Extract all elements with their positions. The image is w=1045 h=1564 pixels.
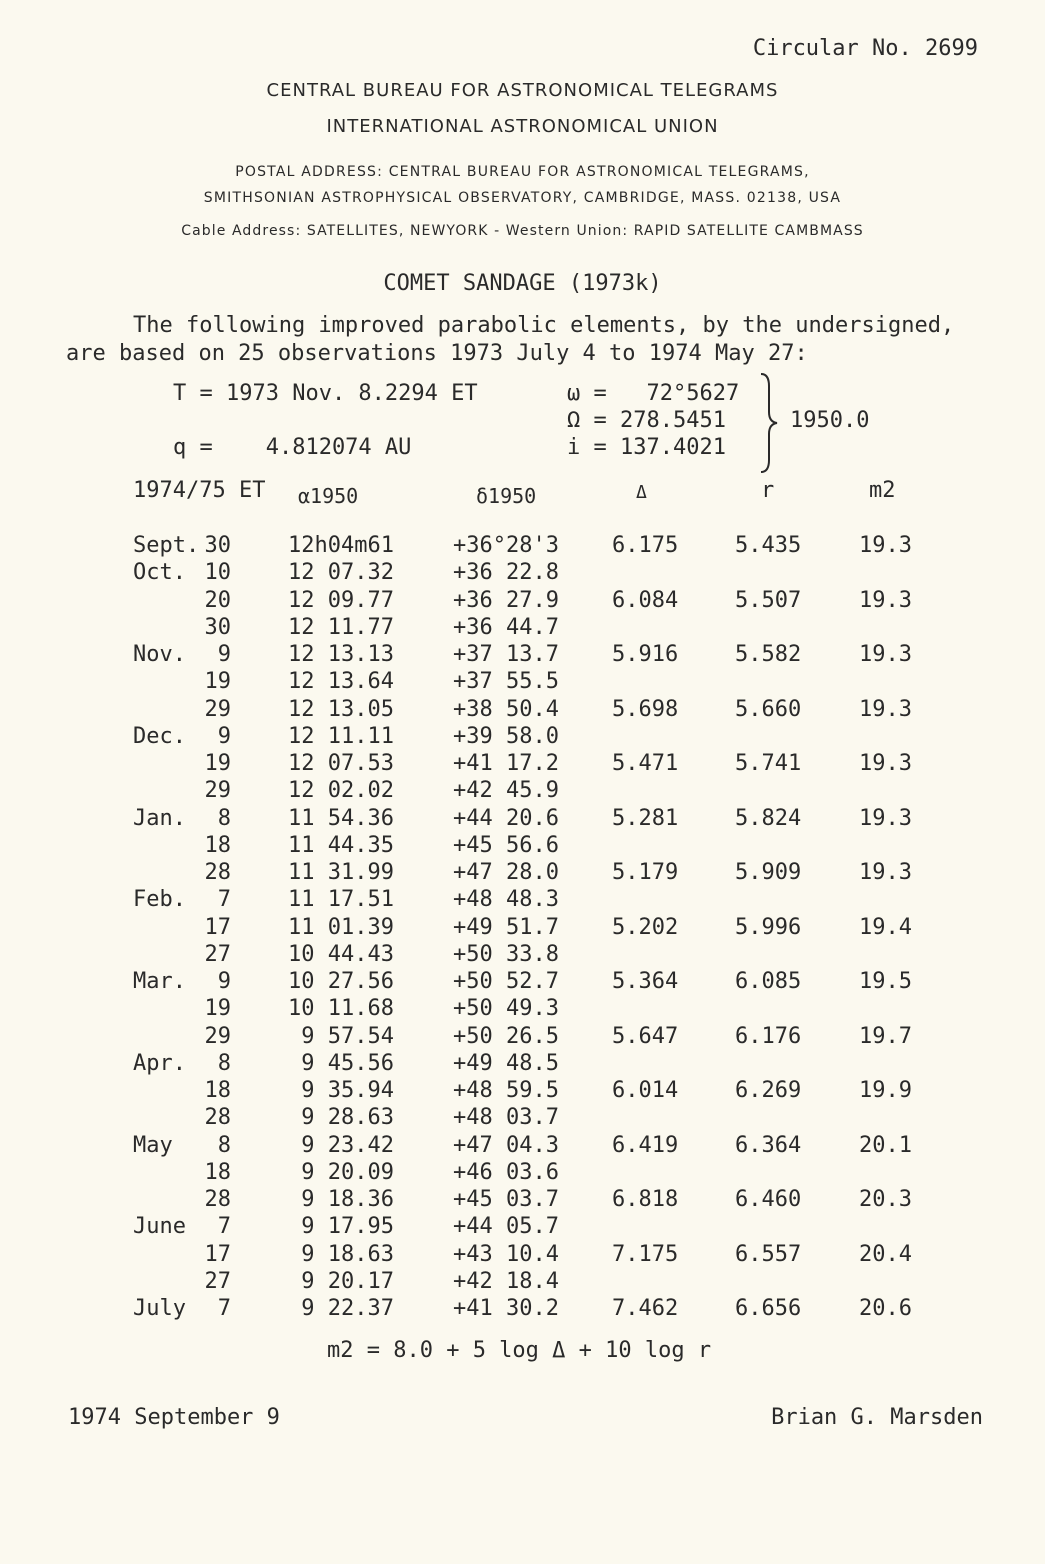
row-dec: +36°28'3: [453, 533, 559, 558]
row-ra: 9 22.37: [301, 1296, 394, 1321]
row-ra: 12 07.32: [288, 560, 394, 586]
row-ra: 9 45.56: [301, 1050, 394, 1076]
row-day: 8: [217, 805, 231, 831]
row-ra: 9 18.63: [301, 1241, 394, 1267]
table-row: [0, 1105, 1045, 1132]
table-row: [0, 615, 1045, 642]
row-ra: 11 01.39: [288, 914, 394, 940]
row-dec: +39 58.0: [453, 723, 559, 749]
row-ra: 12h04m61: [288, 533, 394, 558]
row-dec: +50 26.5: [453, 1023, 559, 1049]
row-day: 28: [204, 860, 231, 885]
row-dec: +50 52.7: [453, 969, 559, 994]
row-day: 10: [204, 560, 231, 586]
row-day: 29: [204, 1023, 231, 1049]
table-row: [0, 860, 1045, 887]
col-header-ra: α1950: [298, 484, 359, 508]
row-mag: 19.3: [859, 805, 912, 831]
col-header-r: r: [761, 478, 775, 503]
row-day: 30: [204, 614, 231, 640]
row-mag: 20.6: [859, 1296, 912, 1321]
row-dec: +38 50.4: [453, 696, 559, 722]
row-month: Apr.: [133, 1050, 186, 1076]
circular-date: 1974 September 9: [68, 1405, 280, 1430]
row-day: 28: [204, 1105, 231, 1131]
table-row: [0, 1024, 1045, 1051]
row-dec: +43 10.4: [453, 1241, 559, 1267]
row-delta: 5.281: [612, 805, 679, 831]
row-dec: +50 49.3: [453, 996, 559, 1022]
row-month: Mar.: [133, 969, 186, 994]
row-ra: 9 18.36: [301, 1187, 394, 1212]
row-day: 29: [204, 696, 231, 722]
row-ra: 9 20.09: [301, 1159, 394, 1185]
row-r: 6.085: [735, 969, 802, 994]
row-month: Oct.: [133, 560, 186, 586]
table-row: [0, 1133, 1045, 1160]
table-row: [0, 969, 1045, 996]
row-day: 19: [204, 996, 231, 1022]
row-day: 9: [217, 642, 231, 667]
equinox: 1950.0: [790, 408, 870, 433]
row-day: 18: [204, 1078, 231, 1103]
row-ra: 11 44.35: [288, 832, 394, 858]
row-dec: +41 30.2: [453, 1296, 559, 1321]
row-mag: 19.3: [859, 860, 912, 885]
table-row: [0, 806, 1045, 833]
row-day: 30: [204, 533, 231, 558]
row-dec: +36 44.7: [453, 614, 559, 640]
row-ra: 12 13.05: [288, 696, 394, 722]
table-row: [0, 1051, 1045, 1078]
row-delta: 5.698: [612, 696, 679, 722]
table-row: [0, 751, 1045, 778]
row-delta: 5.179: [612, 860, 679, 885]
table-row: [0, 1078, 1045, 1105]
brace-icon: [757, 372, 779, 474]
row-dec: +48 03.7: [453, 1105, 559, 1131]
row-month: Jan.: [133, 805, 186, 831]
row-month: May: [133, 1132, 173, 1158]
table-row: [0, 887, 1045, 914]
row-ra: 9 20.17: [301, 1268, 394, 1294]
perihelion-distance: q = 4.812074 AU: [173, 435, 412, 460]
row-mag: 19.7: [859, 1023, 912, 1049]
row-month: Feb.: [133, 887, 186, 913]
row-month: June: [133, 1214, 186, 1240]
row-dec: +42 45.9: [453, 778, 559, 804]
table-row: [0, 833, 1045, 860]
col-header-date: 1974/75 ET: [133, 478, 266, 503]
row-mag: 19.3: [859, 587, 912, 613]
intro-line1: The following improved parabolic elements, by the undersigned,: [133, 313, 955, 338]
magnitude-formula: m2 = 8.0 + 5 log Δ + 10 log r: [327, 1338, 712, 1363]
table-row: [0, 1296, 1045, 1323]
table-row: [0, 778, 1045, 805]
col-header-m2: m2: [869, 478, 896, 503]
row-ra: 9 57.54: [301, 1023, 394, 1049]
row-delta: 7.175: [612, 1241, 679, 1267]
row-dec: +48 59.5: [453, 1078, 559, 1103]
row-r: 6.176: [735, 1023, 802, 1049]
row-day: 7: [217, 1214, 231, 1240]
table-row: [0, 1160, 1045, 1187]
row-delta: 5.364: [612, 969, 679, 994]
row-r: 6.656: [735, 1296, 802, 1321]
table-row: [0, 560, 1045, 587]
row-dec: +47 04.3: [453, 1132, 559, 1158]
row-day: 9: [217, 969, 231, 994]
bureau-title: CENTRAL BUREAU FOR ASTRONOMICAL TELEGRAMS: [266, 80, 779, 101]
row-r: 6.460: [735, 1187, 802, 1212]
row-day: 7: [217, 887, 231, 913]
row-dec: +37 55.5: [453, 669, 559, 695]
row-month: July: [133, 1296, 186, 1321]
row-delta: 5.471: [612, 751, 679, 776]
table-row: [0, 1242, 1045, 1269]
postal-address-line2: SMITHSONIAN ASTROPHYSICAL OBSERVATORY, CAMBRIDGE, MASS. 02138, USA: [203, 190, 842, 206]
table-row: [0, 669, 1045, 696]
row-day: 27: [204, 1268, 231, 1294]
row-day: 20: [204, 587, 231, 613]
row-ra: 11 54.36: [288, 805, 394, 831]
row-day: 27: [204, 941, 231, 967]
row-delta: 6.175: [612, 533, 679, 558]
row-dec: +47 28.0: [453, 860, 559, 885]
row-r: 5.435: [735, 533, 802, 558]
table-row: [0, 1269, 1045, 1296]
row-day: 17: [204, 914, 231, 940]
row-day: 29: [204, 778, 231, 804]
table-row: [0, 996, 1045, 1023]
row-r: 5.741: [735, 751, 802, 776]
row-r: 6.364: [735, 1132, 802, 1158]
row-dec: +49 51.7: [453, 914, 559, 940]
row-r: 5.660: [735, 696, 802, 722]
row-ra: 12 02.02: [288, 778, 394, 804]
row-mag: 20.4: [859, 1241, 912, 1267]
row-dec: +50 33.8: [453, 941, 559, 967]
row-day: 18: [204, 1159, 231, 1185]
row-day: 19: [204, 751, 231, 776]
row-ra: 9 35.94: [301, 1078, 394, 1103]
table-row: [0, 1187, 1045, 1214]
row-delta: 6.419: [612, 1132, 679, 1158]
row-month: Nov.: [133, 642, 186, 667]
row-delta: 6.084: [612, 587, 679, 613]
row-day: 17: [204, 1241, 231, 1267]
table-row: [0, 724, 1045, 751]
table-row: [0, 915, 1045, 942]
row-dec: +46 03.6: [453, 1159, 559, 1185]
row-mag: 19.5: [859, 969, 912, 994]
row-delta: 6.014: [612, 1078, 679, 1103]
row-delta: 6.818: [612, 1187, 679, 1212]
row-day: 8: [217, 1050, 231, 1076]
table-row: [0, 642, 1045, 669]
row-ra: 11 31.99: [288, 860, 394, 885]
row-r: 5.507: [735, 587, 802, 613]
row-r: 6.557: [735, 1241, 802, 1267]
row-mag: 19.3: [859, 696, 912, 722]
row-dec: +36 22.8: [453, 560, 559, 586]
row-mag: 19.3: [859, 751, 912, 776]
row-dec: +45 03.7: [453, 1187, 559, 1212]
row-ra: 11 17.51: [288, 887, 394, 913]
author-name: Brian G. Marsden: [771, 1405, 983, 1430]
row-day: 28: [204, 1187, 231, 1212]
row-ra: 10 27.56: [288, 969, 394, 994]
row-ra: 10 44.43: [288, 941, 394, 967]
row-mag: 20.1: [859, 1132, 912, 1158]
row-delta: 5.916: [612, 642, 679, 667]
row-dec: +37 13.7: [453, 642, 559, 667]
row-day: 18: [204, 832, 231, 858]
table-row: [0, 942, 1045, 969]
union-title: INTERNATIONAL ASTRONOMICAL UNION: [326, 116, 719, 137]
row-dec: +49 48.5: [453, 1050, 559, 1076]
table-row: [0, 533, 1045, 560]
row-ra: 9 17.95: [301, 1214, 394, 1240]
row-day: 7: [217, 1296, 231, 1321]
row-dec: +41 17.2: [453, 751, 559, 776]
row-dec: +44 20.6: [453, 805, 559, 831]
row-ra: 12 13.13: [288, 642, 394, 667]
row-dec: +36 27.9: [453, 587, 559, 613]
ascending-node: Ω = 278.5451: [567, 408, 726, 433]
row-mag: 20.3: [859, 1187, 912, 1212]
inclination: i = 137.4021: [567, 435, 726, 460]
row-dec: +45 56.6: [453, 832, 559, 858]
intro-line2: are based on 25 observations 1973 July 4 to 1974 May 27:: [66, 341, 808, 366]
row-r: 5.909: [735, 860, 802, 885]
argument-of-perihelion: ω = 72°5627: [567, 381, 740, 406]
row-month: Sept.: [133, 533, 200, 558]
row-mag: 19.3: [859, 642, 912, 667]
postal-address-line1: POSTAL ADDRESS: CENTRAL BUREAU FOR ASTRONOMICAL TELEGRAMS,: [235, 164, 810, 180]
row-r: 5.824: [735, 805, 802, 831]
row-ra: 9 23.42: [301, 1132, 394, 1158]
table-row: [0, 697, 1045, 724]
row-ra: 12 13.64: [288, 669, 394, 695]
row-delta: 5.202: [612, 914, 679, 940]
comet-title: COMET SANDAGE (1973k): [383, 271, 662, 296]
row-dec: +44 05.7: [453, 1214, 559, 1240]
col-header-delta: Δ: [636, 482, 647, 503]
perihelion-time: T = 1973 Nov. 8.2294 ET: [173, 381, 478, 406]
row-day: 8: [217, 1132, 231, 1158]
cable-address: Cable Address: SATELLITES, NEWYORK - Western Union: RAPID SATELLITE CAMBMASS: [181, 223, 864, 239]
row-ra: 12 07.53: [288, 751, 394, 776]
row-dec: +42 18.4: [453, 1268, 559, 1294]
row-ra: 12 11.77: [288, 614, 394, 640]
row-mag: 19.4: [859, 914, 912, 940]
row-mag: 19.9: [859, 1078, 912, 1103]
row-day: 9: [217, 723, 231, 749]
col-header-dec: δ1950: [476, 484, 537, 508]
circular-number: Circular No. 2699: [752, 36, 978, 61]
row-dec: +48 48.3: [453, 887, 559, 913]
row-r: 6.269: [735, 1078, 802, 1103]
row-ra: 10 11.68: [288, 996, 394, 1022]
row-ra: 12 11.11: [288, 723, 394, 749]
row-mag: 19.3: [859, 533, 912, 558]
table-row: [0, 1214, 1045, 1241]
row-delta: 5.647: [612, 1023, 679, 1049]
row-month: Dec.: [133, 723, 186, 749]
row-ra: 9 28.63: [301, 1105, 394, 1131]
row-r: 5.996: [735, 914, 802, 940]
table-row: [0, 588, 1045, 615]
row-delta: 7.462: [612, 1296, 679, 1321]
row-r: 5.582: [735, 642, 802, 667]
row-ra: 12 09.77: [288, 587, 394, 613]
row-day: 19: [204, 669, 231, 695]
